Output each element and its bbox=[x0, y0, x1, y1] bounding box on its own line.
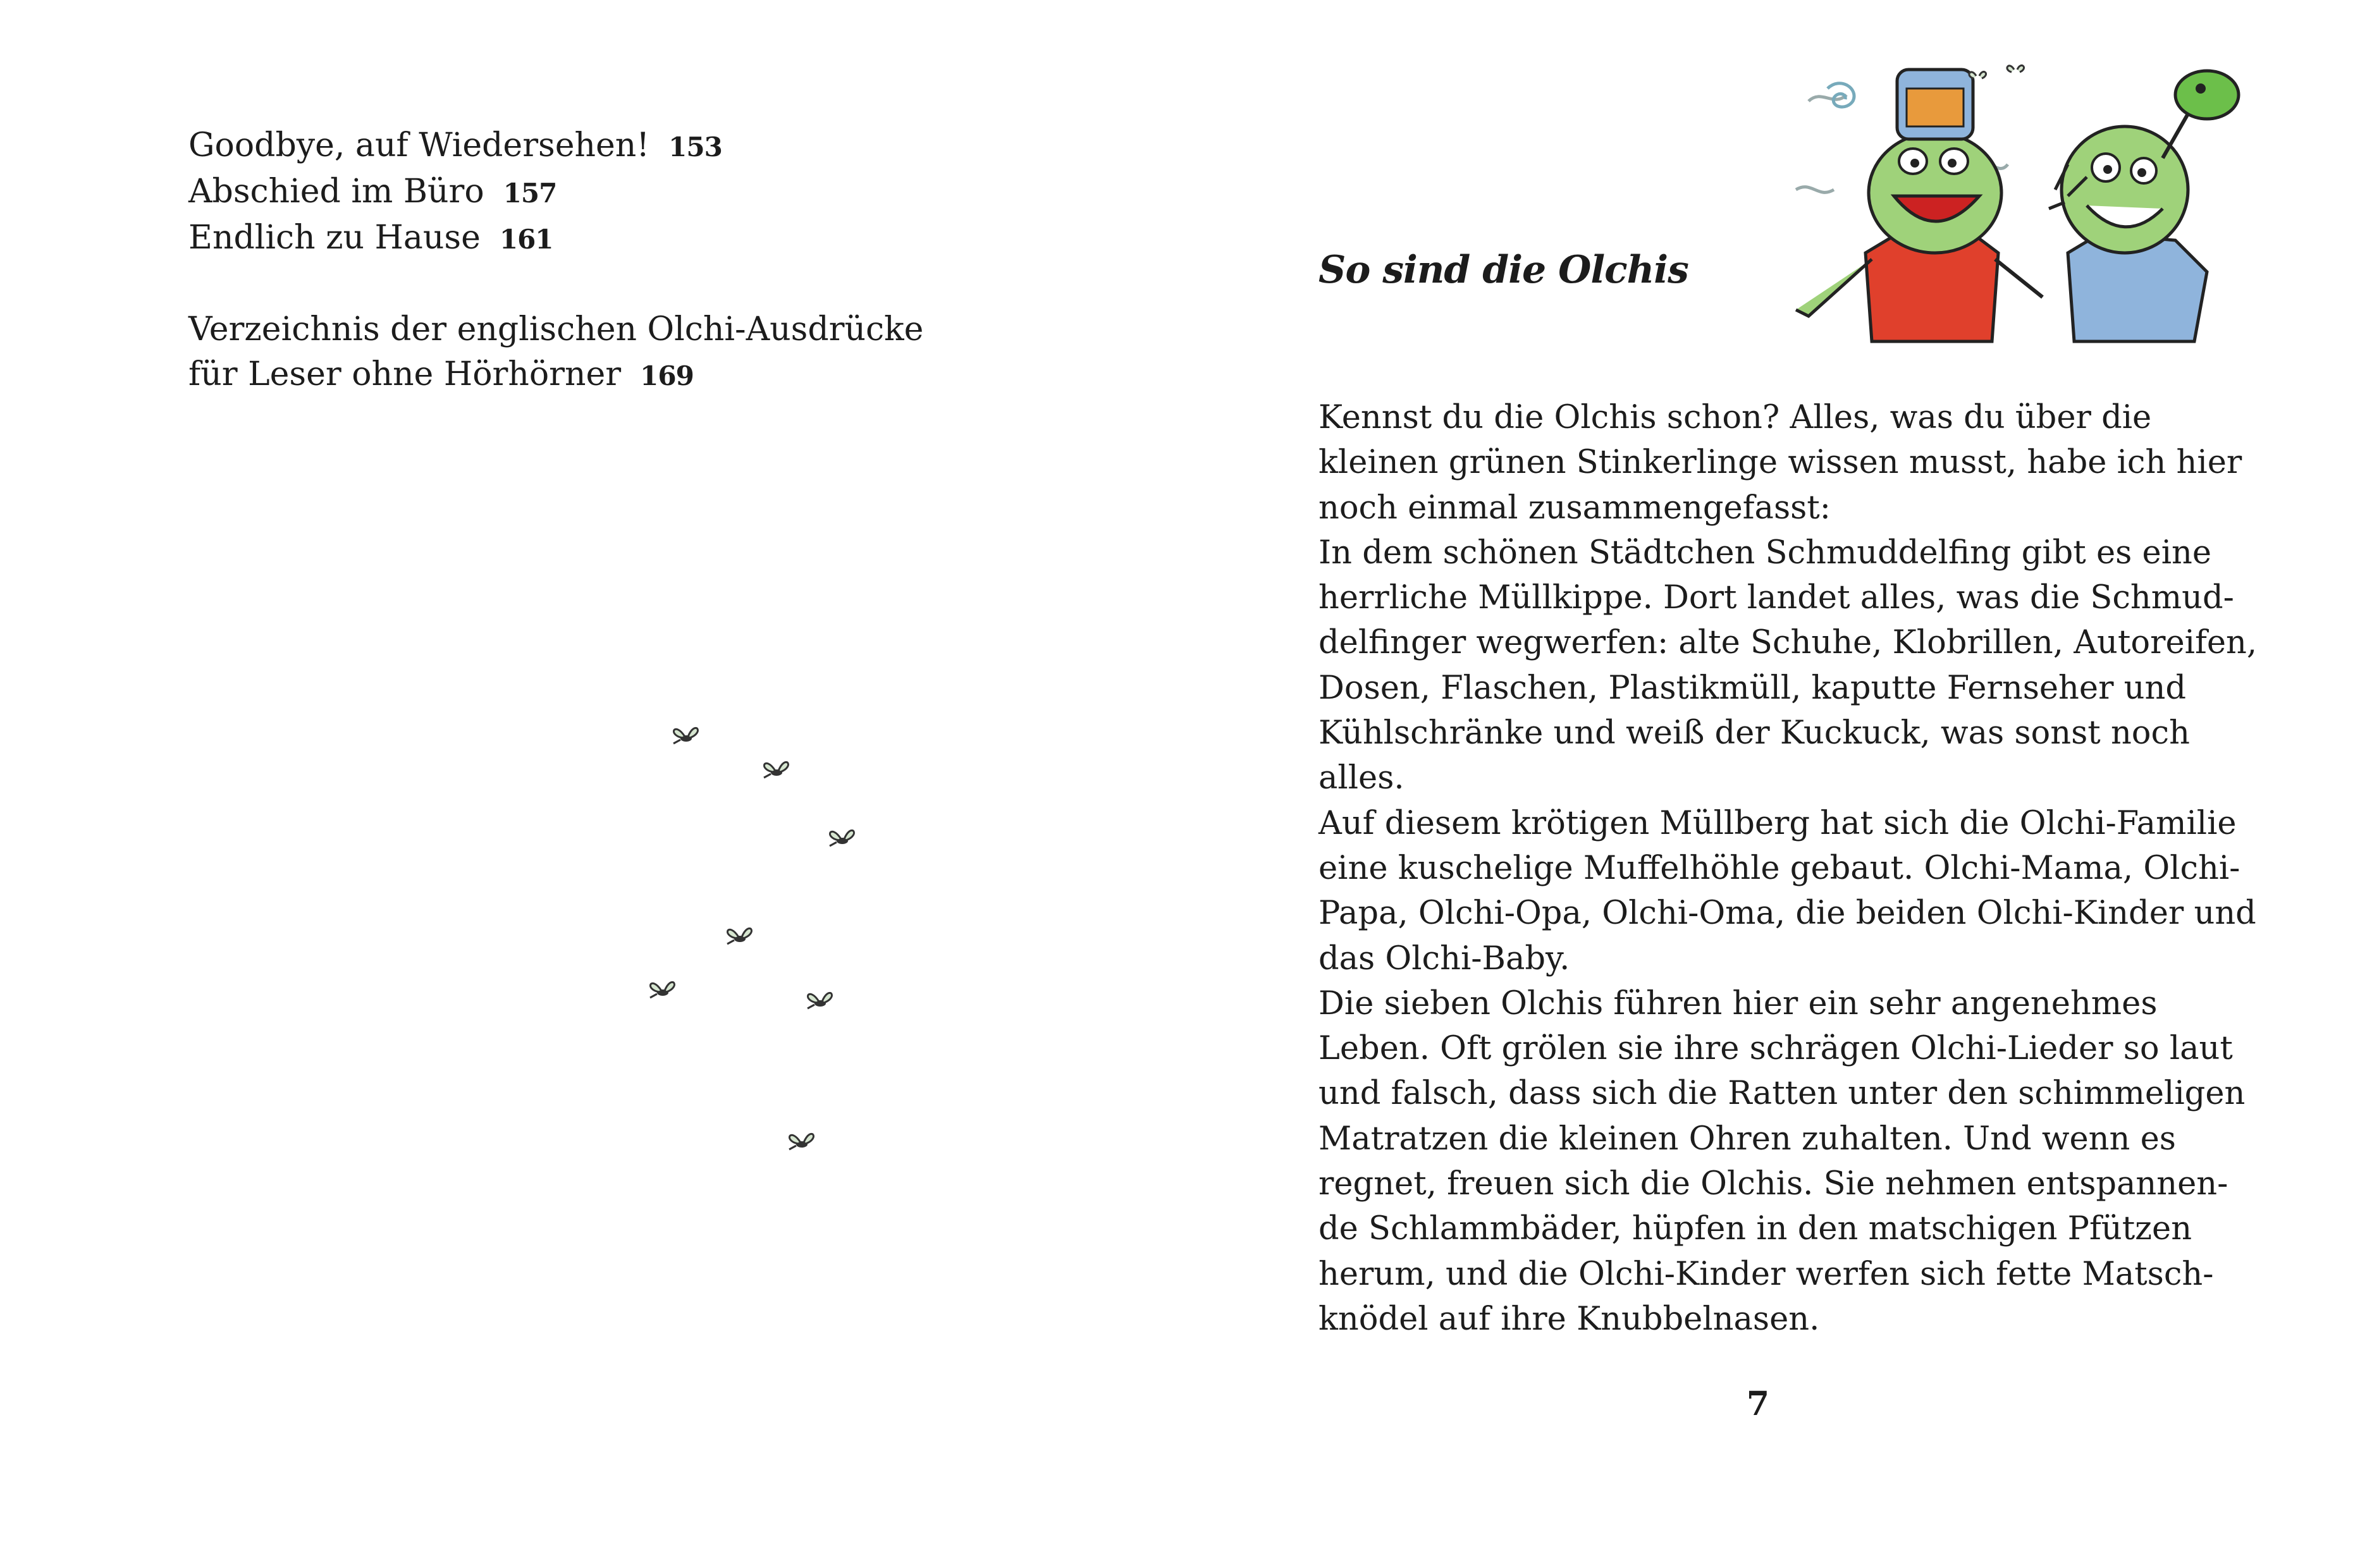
text-line: de Schlammbäder, hüpfen in den matschigen Pfützen bbox=[1318, 1210, 2192, 1248]
fly-icon bbox=[727, 928, 752, 944]
toc-appendix-label: für Leser ohne Hörhörner bbox=[188, 355, 622, 393]
text-line: Papa, Olchi-Opa, Olchi-Oma, die beiden Olchi-Kinder und bbox=[1318, 895, 2256, 933]
fly-icon bbox=[789, 1134, 814, 1149]
body-text bbox=[1318, 395, 2258, 1342]
text-line: Matratzen die kleinen Ohren zuhalten. Und wenn es bbox=[1318, 1120, 2176, 1158]
toc-entry-label: Endlich zu Hause bbox=[188, 219, 481, 257]
text-line: herrliche Müllkippe. Dort landet alles, was die Schmud- bbox=[1318, 579, 2234, 617]
text-line: und falsch, dass sich die Ratten unter den schimmeligen bbox=[1318, 1075, 2246, 1113]
text-line: Die sieben Olchis führen hier ein sehr angenehmes bbox=[1318, 984, 2158, 1022]
toc-appendix-page: 169 bbox=[640, 360, 694, 391]
fly-icon bbox=[764, 762, 789, 778]
text-line: Kennst du die Olchis schon? Alles, was du über die bbox=[1318, 399, 2152, 436]
text-line: herum, und die Olchi-Kinder werfen sich fette Matsch- bbox=[1318, 1255, 2214, 1293]
text-line: alles. bbox=[1318, 759, 1404, 797]
text-line: delfinger wegwerfen: alte Schuhe, Klobrillen, Autoreifen, bbox=[1318, 624, 2258, 662]
chapter-title: So sind die Olchis bbox=[1318, 248, 1688, 292]
text-line: eine kuschelige Muffelhöhle gebaut. Olchi-Mama, Olchi- bbox=[1318, 849, 2240, 887]
text-line: das Olchi-Baby. bbox=[1318, 940, 1570, 977]
text-line: Kühlschränke und weiß der Kuckuck, was sonst noch bbox=[1318, 714, 2190, 752]
toc-entry-page: 157 bbox=[503, 178, 557, 209]
toc-entry-page: 161 bbox=[499, 224, 553, 255]
toc-entry-page: 153 bbox=[668, 132, 722, 162]
page-number: 7 bbox=[1746, 1385, 1770, 1423]
text-line: regnet, freuen sich die Olchis. Sie nehmen entspannen- bbox=[1318, 1165, 2228, 1203]
text-line: In dem schönen Städtchen Schmuddelfing gibt es eine bbox=[1318, 534, 2212, 572]
text-line: Auf diesem krötigen Müllberg hat sich die Olchi-Familie bbox=[1318, 804, 2237, 842]
text-line: kleinen grünen Stinkerlinge wissen musst, habe ich hier bbox=[1318, 444, 2242, 482]
text-line: Dosen, Flaschen, Plastikmüll, kaputte Fernseher und bbox=[1318, 669, 2187, 707]
text-line: noch einmal zusammengefasst: bbox=[1318, 489, 1831, 527]
toc-appendix-line1: Verzeichnis der englischen Olchi-Ausdrücke bbox=[188, 310, 924, 348]
fly-icon bbox=[650, 982, 675, 998]
text-line: knödel auf ihre Knubbelnasen. bbox=[1318, 1300, 1820, 1338]
fly-icon bbox=[808, 993, 832, 1008]
toc-entry-label: Abschied im Büro bbox=[188, 173, 484, 211]
fly-icon bbox=[673, 728, 698, 744]
toc-entry-label: Goodbye, auf Wiedersehen! bbox=[188, 126, 650, 164]
fly-icon bbox=[830, 830, 854, 846]
text-line: Leben. Oft grölen sie ihre schrägen Olchi-Lieder so laut bbox=[1318, 1030, 2233, 1068]
olchi-characters-illustration-icon bbox=[1771, 44, 2251, 373]
